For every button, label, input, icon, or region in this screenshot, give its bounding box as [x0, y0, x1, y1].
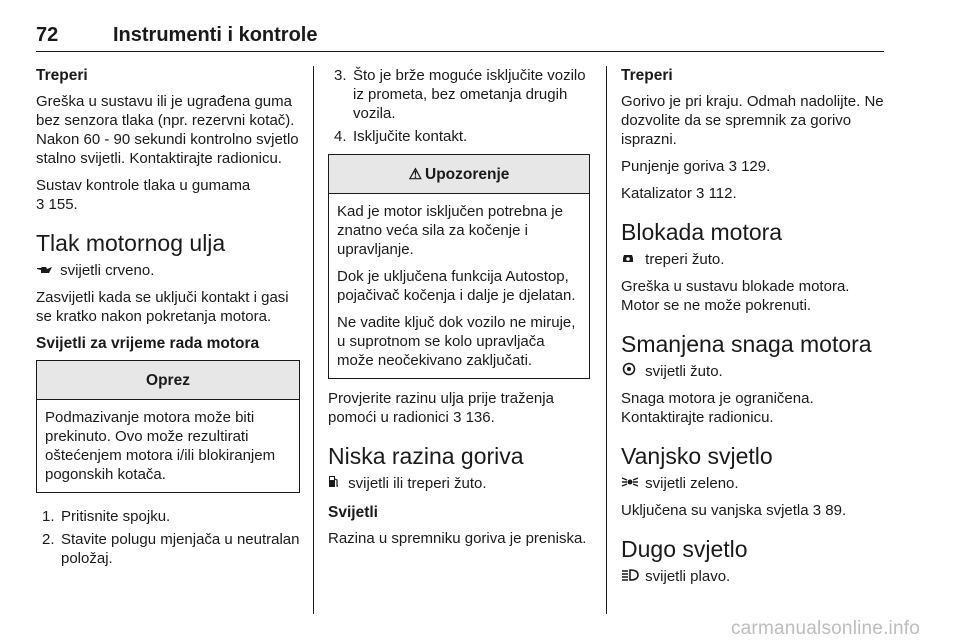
column-divider-1 [313, 66, 314, 614]
watermark: carmanualsonline.info [730, 618, 920, 639]
low-fuel-heading: Niska razina goriva [328, 443, 524, 469]
tire-ref-text: Sustav kontrole tlaka u gumama [36, 177, 251, 194]
warning-paragraph: Ne vadite ključ dok vozilo ne miruje, u suprotnom se kolo upravljača može neočekivano zaključati. [337, 314, 576, 369]
exterior-status-line [621, 474, 889, 493]
high-beam-status: svijetli plavo. [645, 568, 731, 585]
ref-arrow-icon: 3 [36, 196, 45, 213]
high-beam-icon [621, 567, 641, 586]
ref-arrow-icon: 3 [728, 158, 737, 175]
wrench-gear-icon [621, 362, 641, 381]
oil-can-icon [36, 261, 56, 280]
warning-triangle-icon: ⚠ [408, 166, 423, 183]
catalyst-page-ref[interactable]: 112. [708, 185, 737, 202]
steps-list-2 [328, 66, 590, 146]
car-key-icon [621, 250, 641, 269]
warning-box [328, 154, 590, 379]
fuel-pump-icon [328, 474, 344, 493]
oil-pressure-heading: Tlak motornog ulja [36, 230, 226, 256]
exterior-light-heading: Vanjsko svjetlo [621, 443, 773, 469]
list-item: 4. Isključite kontakt. [334, 128, 468, 145]
fuel-status: svijetli ili treperi žuto. [348, 475, 487, 492]
column-2 [328, 66, 590, 556]
immobilizer-paragraph: Greška u sustavu blokade motora. Motor se ne može pokrenuti. [621, 278, 850, 314]
reduced-status: svijetli žuto. [645, 363, 723, 380]
immobilizer-heading: Blokada motora [621, 219, 783, 245]
page-number: 72 [36, 24, 59, 46]
parking-light-icon [621, 474, 641, 493]
oil-status-line [36, 261, 300, 280]
warning-title-bar [329, 155, 589, 194]
check-page-ref[interactable]: 136. [465, 409, 495, 426]
svijetli-paragraph: Razina u spremniku goriva je preniska. [328, 530, 587, 547]
exterior-page-ref[interactable]: 89. [825, 502, 847, 519]
reduced-status-line [621, 362, 889, 381]
ref-arrow-icon: 3 [453, 409, 462, 426]
column-divider-2 [606, 66, 607, 614]
column-3 [621, 66, 889, 594]
treperi-heading-2: Treperi [621, 67, 673, 84]
treperi-paragraph: Greška u sustavu ili je ugrađena guma bez senzora tlaka (npr. rezervni kotač). Nakon 60 - 90 sekundi kontrolno svjetlo stalno svijetli. Kontaktirajte radionicu. [36, 93, 299, 167]
check-oil-paragraph: Provjerite razinu ulja prije traženja pomoći u radionici 3 136. [328, 390, 554, 426]
page-title: Instrumenti i kontrole [113, 24, 318, 46]
warning-paragraph: Kad je motor isključen potrebna je znatno veća sila za kočenje i upravljanje. [337, 203, 563, 258]
oil-status: svijetli crveno. [60, 262, 155, 279]
ref-arrow-icon: 3 [696, 185, 705, 202]
caution-text: Podmazivanje motora može biti prekinuto. Ovo može rezultirati oštećenjem motora i/ili blokiranjem pogonskih kotača. [45, 409, 276, 483]
immobilizer-status: treperi žuto. [645, 251, 725, 268]
list-item: 1. Pritisnite spojku. [42, 508, 171, 525]
oil-paragraph: Zasvijetli kada se uključi kontakt i gasi se kratko nakon pokretanja motora. [36, 289, 289, 325]
running-heading: Svijetli za vrijeme rada motora [36, 335, 260, 352]
steps-list-1 [36, 507, 300, 568]
reduced-paragraph: Snaga motora je ograničena. Kontaktirajte radionicu. [621, 390, 814, 426]
immobilizer-status-line [621, 250, 889, 269]
fuel-status-line [328, 474, 590, 493]
exterior-status: svijetli zeleno. [645, 475, 739, 492]
treperi-heading: Treperi [36, 67, 88, 84]
list-item: 2. Stavite polugu mjenjača u neutralan položaj. [42, 531, 300, 567]
ref-arrow-icon: 3 [812, 502, 822, 519]
refuel-page-ref[interactable]: 129. [741, 158, 771, 175]
warning-paragraph: Dok je uključena funkcija Autostop, pojačivač kočenja i dalje je djelatan. [337, 268, 576, 304]
caution-title: Oprez [37, 361, 299, 400]
refuel-reference: Punjenje goriva 3 129. [621, 158, 771, 175]
high-beam-heading: Dugo svjetlo [621, 536, 748, 562]
treperi-paragraph-2: Gorivo je pri kraju. Odmah nadolijte. Ne dozvolite da se spremnik za gorivo isprazni. [621, 93, 884, 148]
page-header [36, 24, 884, 52]
warning-title: Upozorenje [425, 166, 510, 183]
tire-ref-page[interactable]: 155. [48, 196, 78, 213]
column-1 [36, 66, 300, 576]
list-item: 3. Što je brže moguće isključite vozilo iz prometa, bez ometanja drugih vozila. [334, 67, 586, 122]
svijetli-heading: Svijetli [328, 504, 378, 521]
tire-pressure-reference [36, 176, 300, 214]
reduced-power-heading: Smanjena snaga motora [621, 331, 872, 357]
exterior-paragraph: Uključena su vanjska svjetla 3 89. [621, 502, 847, 519]
catalyst-reference: Katalizator 3 112. [621, 185, 737, 202]
high-beam-status-line [621, 567, 889, 586]
caution-box [36, 360, 300, 493]
